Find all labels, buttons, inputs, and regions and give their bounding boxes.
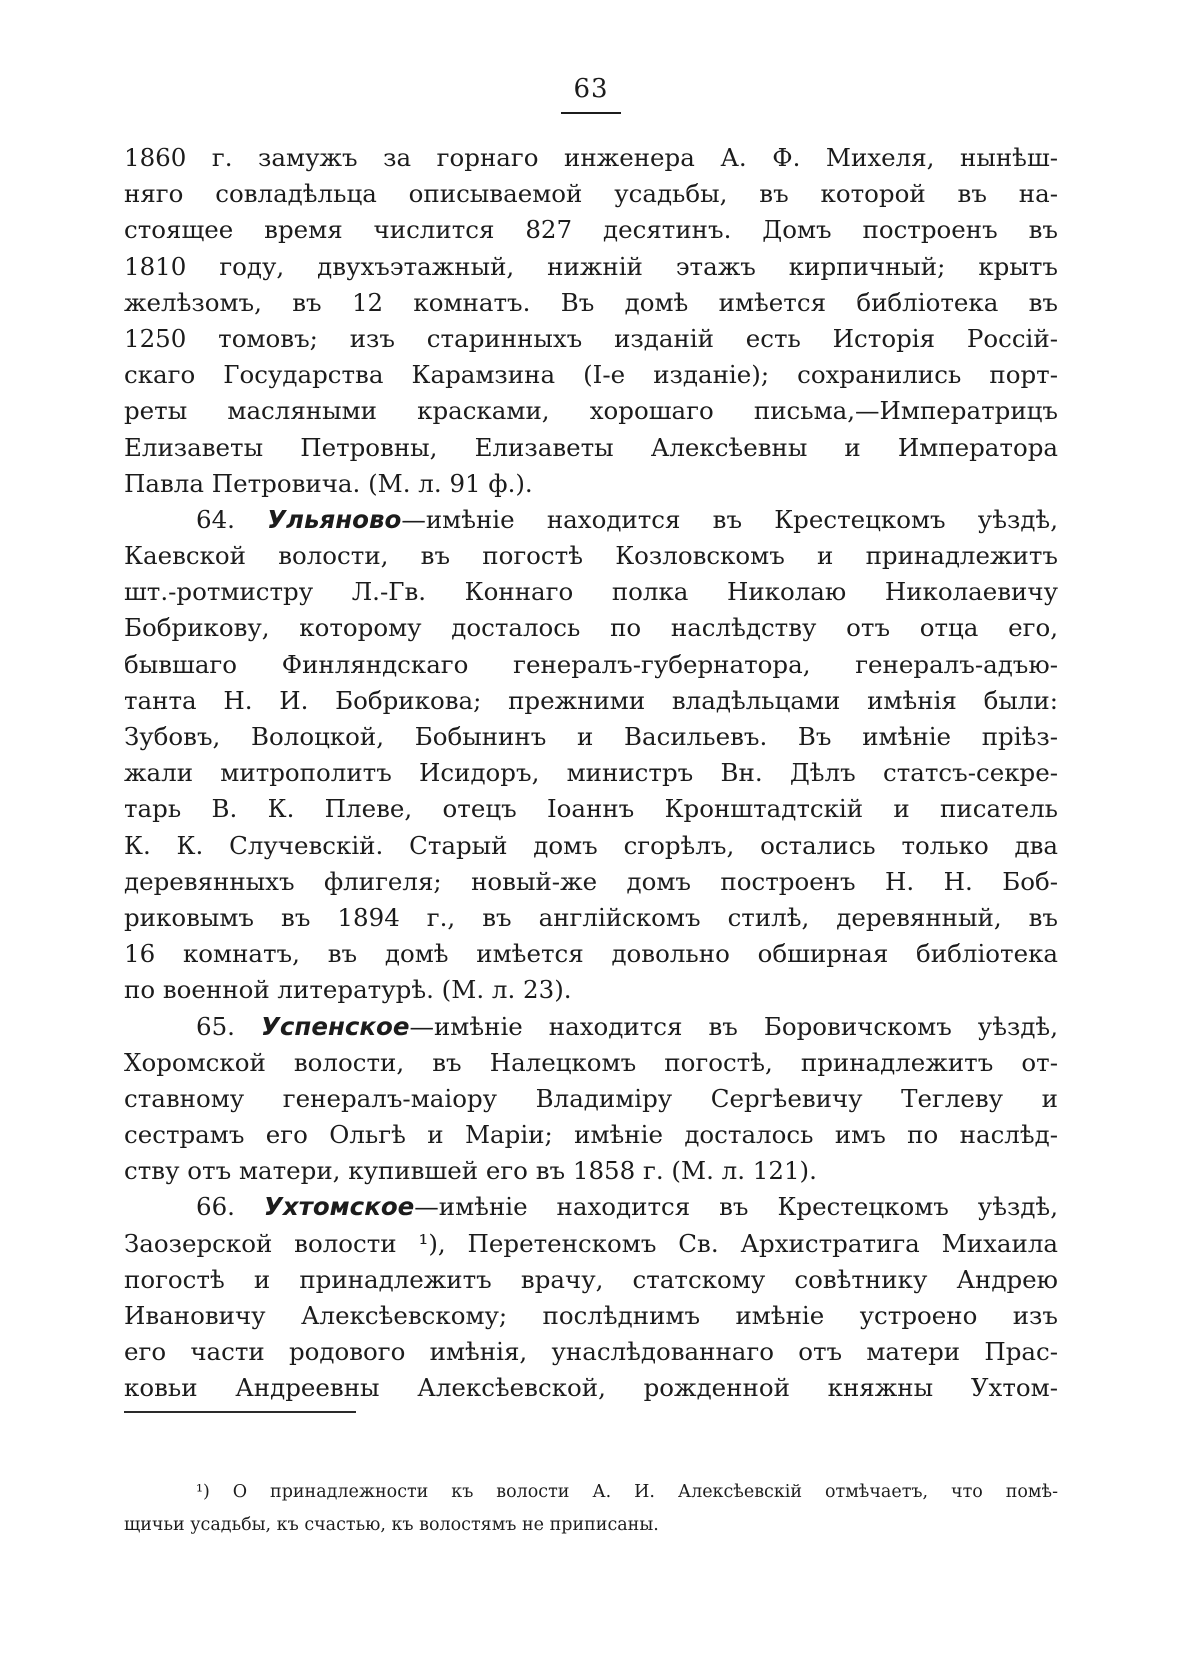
text-line bbox=[124, 1189, 1058, 1225]
estate-name: Успенское bbox=[260, 1011, 410, 1041]
text-line bbox=[124, 1081, 1058, 1117]
text-line bbox=[124, 574, 1058, 610]
text-line bbox=[124, 466, 1058, 502]
line-text: шт.-ротмистру Л.-Гв. Коннаго полка Николаю Николаевичу bbox=[124, 577, 1058, 607]
estate-name: Ульяново bbox=[267, 504, 402, 534]
line-text: реты масляными красками, хорошаго письма,—Императрицъ bbox=[124, 396, 1058, 426]
text-line bbox=[124, 1370, 1058, 1406]
estate-name: Ухтомское bbox=[263, 1192, 415, 1222]
line-text: Бобрикову, которому досталось по наслѣдству отъ отца его, bbox=[124, 613, 1058, 643]
line-text: риковымъ въ 1894 г., въ англійскомъ стилѣ, деревянный, въ bbox=[124, 902, 1058, 932]
text-line bbox=[124, 1009, 1058, 1045]
line-text: няго совладѣльца описываемой усадьбы, въ которой въ на- bbox=[124, 179, 1058, 209]
text-line bbox=[124, 140, 1058, 176]
line-text: —имѣніе находится въ Крестецкомъ уѣздѣ, bbox=[414, 1192, 1058, 1222]
line-text: скаго Государства Карамзина (I-е изданіе); сохранились порт- bbox=[124, 360, 1058, 390]
line-text: 1860 г. замужъ за горнаго инженера А. Ф. Михеля, нынѣш- bbox=[124, 143, 1058, 172]
page-number: 63 bbox=[573, 74, 609, 104]
text-line bbox=[124, 647, 1058, 683]
line-text: 1250 томовъ; изъ старинныхъ изданій есть Исторія Россій- bbox=[124, 323, 1058, 353]
entry-number: 64. bbox=[196, 504, 268, 534]
line-text: сестрамъ его Ольгѣ и Маріи; имѣніе досталось имъ по наслѣд- bbox=[124, 1120, 1058, 1150]
line-text: стоящее время числится 827 десятинъ. Домъ построенъ въ bbox=[124, 215, 1058, 245]
text-line bbox=[124, 1153, 1058, 1189]
line-text: по военной литературѣ. (М. л. 23). bbox=[124, 975, 572, 1005]
line-text: желѣзомъ, въ 12 комнатъ. Въ домѣ имѣется библіотека въ bbox=[124, 287, 1058, 317]
line-text: —имѣніе находится въ Крестецкомъ уѣздѣ, bbox=[401, 504, 1058, 534]
line-text: —имѣніе находится въ Боровичскомъ уѣздѣ, bbox=[409, 1011, 1058, 1041]
footnote-line bbox=[124, 1509, 1058, 1542]
text-line bbox=[124, 176, 1058, 212]
text-line bbox=[124, 1226, 1058, 1262]
text-line bbox=[124, 683, 1058, 719]
line-text: деревянныхъ флигеля; новый-же домъ построенъ Н. Н. Боб- bbox=[124, 866, 1058, 896]
text-line bbox=[124, 828, 1058, 864]
text-line bbox=[124, 502, 1058, 538]
footnotes bbox=[124, 1476, 1058, 1542]
line-text: бывшаго Финляндскаго генералъ-губернатора, генералъ-адъю- bbox=[124, 649, 1058, 679]
text-line bbox=[124, 1262, 1058, 1298]
line-text: погостѣ и принадлежитъ врачу, статскому совѣтнику Андрею bbox=[124, 1264, 1058, 1294]
line-text: Елизаветы Петровны, Елизаветы Алексѣевны и Императора bbox=[124, 432, 1058, 462]
body-text bbox=[124, 140, 1058, 1407]
text-line bbox=[124, 1334, 1058, 1370]
line-text: 1810 году, двухъэтажный, нижній этажъ кирпичный; крытъ bbox=[124, 251, 1058, 281]
line-text: ству отъ матери, купившей его въ 1858 г. (М. л. 121). bbox=[124, 1156, 817, 1186]
text-line bbox=[124, 357, 1058, 393]
text-line bbox=[124, 791, 1058, 827]
text-line bbox=[124, 212, 1058, 248]
text-line bbox=[124, 755, 1058, 791]
line-text: К. К. Случевскій. Старый домъ сгорѣлъ, остались только два bbox=[124, 830, 1058, 860]
line-text: ставному генералъ-маіору Владиміру Сергѣевичу Теглеву и bbox=[124, 1083, 1058, 1113]
text-line bbox=[124, 538, 1058, 574]
text-line bbox=[124, 285, 1058, 321]
text-line bbox=[124, 1117, 1058, 1153]
text-line bbox=[124, 719, 1058, 755]
line-text: Каевской волости, въ погостѣ Козловскомъ и принадлежитъ bbox=[124, 541, 1058, 571]
line-text: танта Н. И. Бобрикова; прежними владѣльцами имѣнія были: bbox=[124, 685, 1058, 715]
text-line bbox=[124, 864, 1058, 900]
line-text: 16 комнатъ, въ домѣ имѣется довольно обширная библіотека bbox=[124, 939, 1058, 969]
line-text: его части родового имѣнія, унаслѣдованнаго отъ матери Прас- bbox=[124, 1337, 1058, 1367]
footnote-line bbox=[124, 1476, 1058, 1509]
line-text: Хоромской волости, въ Налецкомъ погостѣ, принадлежитъ от- bbox=[124, 1047, 1058, 1077]
text-line bbox=[124, 1045, 1058, 1081]
text-line bbox=[124, 430, 1058, 466]
text-line bbox=[124, 936, 1058, 972]
line-text: ¹) О принадлежности къ волости А. И. Алексѣевскій отмѣчаетъ, что помѣ- bbox=[196, 1482, 1058, 1502]
footnote-separator bbox=[124, 1411, 356, 1413]
line-text: Заозерской волости ¹), Перетенскомъ Св. Архистратига Михаила bbox=[124, 1228, 1058, 1258]
line-text: Павла Петровича. (М. л. 91 ф.). bbox=[124, 468, 533, 498]
line-text: ковьи Андреевны Алексѣевской, рожденной княжны Ухтом- bbox=[124, 1373, 1058, 1403]
page-number-underline bbox=[561, 112, 621, 114]
text-line bbox=[124, 321, 1058, 357]
text-line bbox=[124, 972, 1058, 1008]
line-text: Ивановичу Алексѣевскому; послѣднимъ имѣніе устроено изъ bbox=[124, 1301, 1058, 1330]
line-text: щичьи усадьбы, къ счастью, къ волостямъ не приписаны. bbox=[124, 1515, 659, 1535]
text-line bbox=[124, 610, 1058, 646]
text-line bbox=[124, 1298, 1058, 1334]
entry-number: 65. bbox=[196, 1011, 261, 1041]
line-text: Зубовъ, Волоцкой, Бобынинъ и Васильевъ. Въ имѣніе пріѣз- bbox=[124, 722, 1058, 751]
line-text: жали митрополитъ Исидоръ, министръ Вн. Дѣлъ статсъ-секре- bbox=[124, 758, 1058, 788]
text-line bbox=[124, 900, 1058, 936]
line-text: тарь В. К. Плеве, отецъ Іоаннъ Кронштадтскій и писатель bbox=[124, 794, 1058, 824]
entry-number: 66. bbox=[196, 1192, 264, 1222]
text-line bbox=[124, 249, 1058, 285]
text-line bbox=[124, 393, 1058, 429]
